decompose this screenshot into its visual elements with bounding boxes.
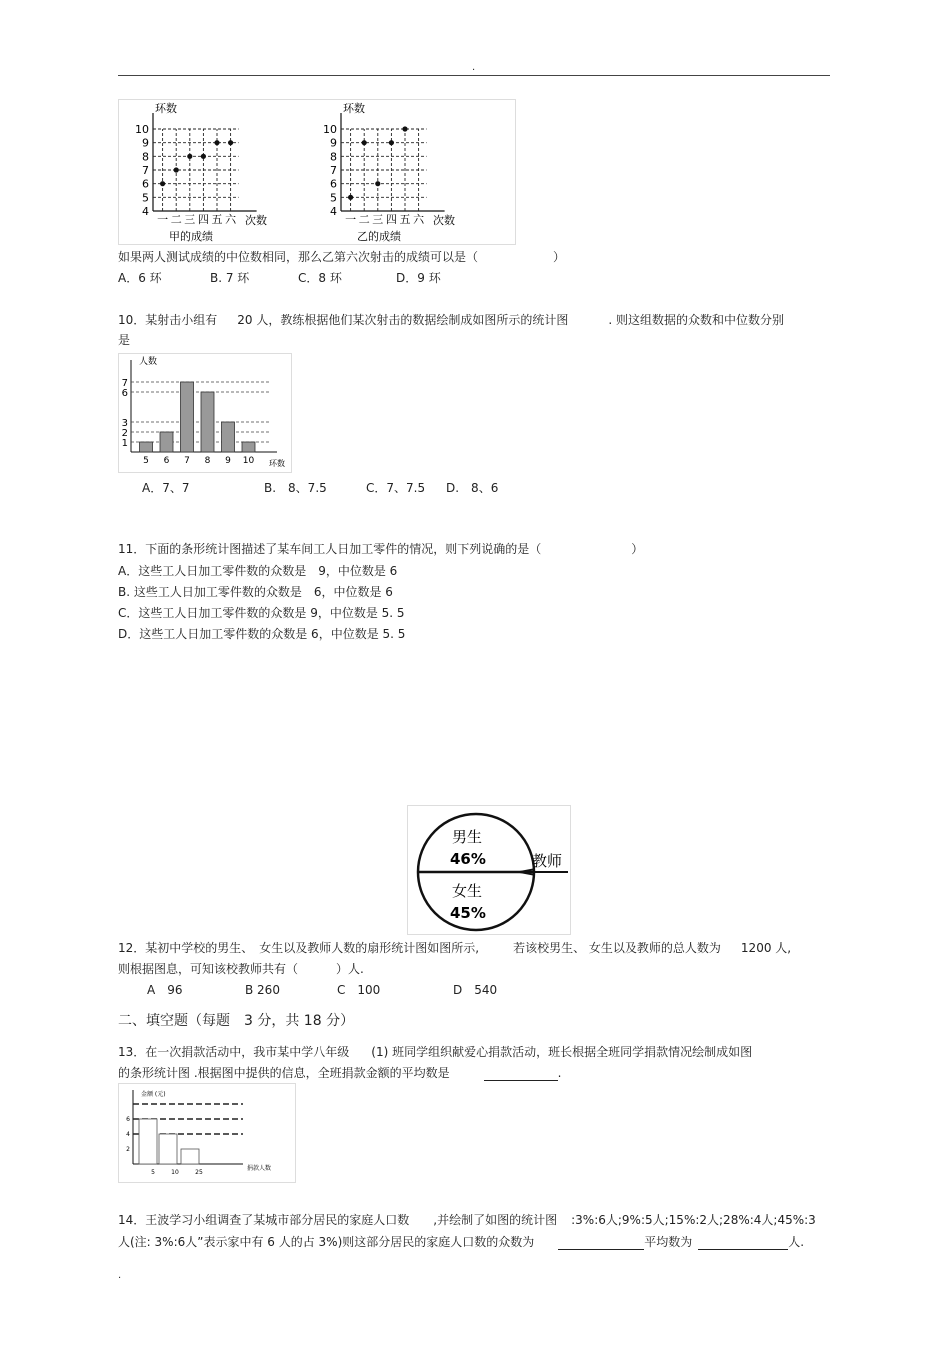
q10-stem-a: 10．某射击小组有 <box>118 313 218 327</box>
q10-stem-b: 20 人，教练根据他们某次射击的数据绘制成如图所示的统计图 <box>237 313 569 327</box>
q11-option-d: D．这些工人日加工零件数的众数是 6，中位数是 5. 5 <box>118 627 406 641</box>
q9b-xtick-0: 一 <box>345 213 357 226</box>
yi-scatter-chart <box>319 100 509 244</box>
q10-option-c: C．7、7.5 <box>366 481 426 495</box>
q14-mean-blank[interactable] <box>698 1238 788 1250</box>
q13-xtick-10: 10 <box>171 1169 179 1176</box>
q9-option-b: B. 7 环 <box>210 271 250 285</box>
q11-option-c: C．这些工人日加工零件数的众数是 9，中位数是 5. 5 <box>118 606 405 620</box>
q10-stem-d: 是 <box>118 333 131 347</box>
q13-ytick-4: 4 <box>126 1131 130 1138</box>
q10-option-b: B. 8、7.5 <box>264 481 327 495</box>
pie-boys-label: 男生 <box>452 828 483 846</box>
q13-bar-5 <box>139 1119 157 1164</box>
q9a-ytick-5: 5 <box>142 191 149 205</box>
q9a-point-0 <box>160 181 165 186</box>
q9b-xtick-1: 二 <box>358 213 370 226</box>
q9a-xtick-0: 一 <box>157 213 169 226</box>
q9b-point-3 <box>389 140 394 145</box>
pie-boys-pct: 46% <box>450 850 486 868</box>
q12-stem-b: 若该校男生、 女生以及教师的总人数为 <box>513 941 721 955</box>
q9b-point-4 <box>402 126 407 131</box>
q10-xtick-7: 7 <box>184 456 190 466</box>
q13-stem-end: . <box>557 1066 562 1080</box>
q13-ytick-6: 6 <box>126 1116 130 1123</box>
q12-option-a: A 96 <box>147 983 183 997</box>
q10-xtick-9: 9 <box>225 456 231 466</box>
q14-stem-c: :3%:6人;9%:5人;15%:2人;28%:4人;45%:3 <box>571 1213 816 1227</box>
q10-xtick-5: 5 <box>143 456 149 466</box>
q13-stem-a: 13．在一次捐款活动中，我市某中学八年级 <box>118 1045 350 1059</box>
q13-answer-blank[interactable] <box>484 1069 558 1081</box>
q9-options <box>118 269 441 286</box>
q9b-point-0 <box>348 195 353 200</box>
q10-xlabel: 环数 <box>269 459 285 468</box>
q9b-ytick-7: 7 <box>330 164 337 177</box>
q14-stem-e: 平均数为 <box>644 1235 693 1249</box>
q9a-xtick-3: 四 <box>197 213 209 226</box>
q9-option-a: A．6 环 <box>118 271 162 285</box>
q13-figure <box>118 1083 296 1183</box>
q9a-point-4 <box>214 140 219 145</box>
q12-figure <box>407 805 571 935</box>
q12-option-d: D 540 <box>453 983 498 997</box>
q10-bar-8 <box>201 392 214 452</box>
q9a-point-2 <box>187 154 192 159</box>
q10-ylabel: 人数 <box>139 357 158 367</box>
q9-option-d: D．9 环 <box>396 271 441 285</box>
q14-mode-blank[interactable] <box>558 1238 644 1250</box>
q11-stem-text: 11．下面的条形统计图描述了某车间工人日加工零件的情况，则下列说确的是（ <box>118 542 542 556</box>
q14-stem-a: 14．王波学习小组调查了某城市部分居民的家庭人口数 <box>118 1213 410 1227</box>
q12-pie-chart <box>408 806 570 934</box>
q9b-ytick-9: 9 <box>330 136 337 150</box>
q12-options <box>147 981 497 998</box>
q9b-point-1 <box>362 140 367 145</box>
q11-option-b: B. 这些工人日加工零件数的众数是 6，中位数是 6 <box>118 585 393 599</box>
q10-option-a: A．7、7 <box>142 481 190 495</box>
q12-stem-a: 12．某初中学校的男生、 女生以及教师人数的扇形统计图如图所示, <box>118 941 480 955</box>
q9b-xtick-3: 四 <box>385 213 397 226</box>
q13-stem-line1 <box>118 1043 752 1060</box>
q9b-xtick-2: 三 <box>372 213 384 226</box>
q9a-ytick-8: 8 <box>142 150 149 164</box>
q14-stem-b: ,并绘制了如图的统计图 <box>433 1213 558 1227</box>
section-2-heading: 二、填空题（每题 3 分，共 18 分） <box>118 1013 355 1029</box>
q9a-ytick-9: 9 <box>142 136 149 150</box>
q13-xlabel: 捐款人数 <box>247 1165 272 1172</box>
q9b-ytick-5: 5 <box>330 191 337 205</box>
q13-stem-line2 <box>118 1064 561 1081</box>
pie-girls-pct: 45% <box>450 904 486 922</box>
q10-stem-c: . 则这组数据的众数和中位数分别 <box>608 313 785 327</box>
q9b-xtick-4: 五 <box>399 213 411 226</box>
q11-stem <box>118 540 643 557</box>
q14-stem-line1 <box>118 1211 816 1228</box>
q9b-ytick-10: 10 <box>323 123 337 136</box>
q10-xtick-6: 6 <box>163 456 170 466</box>
q9b-xtick-5: 六 <box>413 213 425 226</box>
q14-stem-d: 人(注: 3%:6人”表示家中有 6 人的占 3%)则这部分居民的家庭人口数的众数为 <box>118 1235 535 1249</box>
q9a-ytick-7: 7 <box>142 164 149 177</box>
q12-stem-c: 1200 人, <box>740 941 792 955</box>
q9a-xtick-1: 二 <box>170 213 182 226</box>
header-dot: . <box>472 62 476 73</box>
q9a-xtick-2: 三 <box>184 213 196 226</box>
q9a-caption: 甲的成绩 <box>169 230 213 243</box>
q13-xtick-5: 5 <box>151 1169 155 1176</box>
q9a-point-1 <box>174 167 179 172</box>
q12-stem-line2 <box>118 960 364 977</box>
q13-bar-chart <box>119 1084 295 1182</box>
q9a-ytick-4: 4 <box>142 205 149 218</box>
q9a-point-3 <box>201 154 206 159</box>
pie-girls-label: 女生 <box>452 882 483 900</box>
pie-teacher-label: 教师 <box>532 852 563 870</box>
q12-stem-line1 <box>118 939 791 956</box>
q13-ylabel: 金额 (元) <box>141 1091 166 1098</box>
q10-bar-6 <box>160 432 173 452</box>
jia-scatter-chart <box>121 100 311 244</box>
q10-xtick-8: 8 <box>204 456 211 466</box>
q12-stem-d: 则根据图息，可知该校教师共有（ <box>118 962 299 976</box>
q9a-ytick-6: 6 <box>142 177 149 191</box>
q10-option-d: D. 8、6 <box>446 481 499 495</box>
q10-xtick-10: 10 <box>242 456 255 466</box>
q10-bar-5 <box>140 442 153 452</box>
q13-bar-10 <box>159 1134 177 1164</box>
q9-stem <box>118 248 565 265</box>
q9a-point-5 <box>228 140 233 145</box>
q13-stem-c: 的条形统计图 .根据图中提供的信息，全班捐款金额的平均数是 <box>118 1066 450 1080</box>
q10-bar-10 <box>242 442 255 452</box>
q12-option-b: B 260 <box>245 983 280 997</box>
q9-figure <box>118 99 516 245</box>
q10-bar-chart <box>119 354 291 472</box>
q12-option-c: C 100 <box>337 983 381 997</box>
q11-option-a: A．这些工人日加工零件数的众数是 9，中位数是 6 <box>118 564 398 578</box>
q10-ytick-3: 3 <box>121 418 128 429</box>
q9b-ylabel: 环数 <box>343 102 365 115</box>
q9b-xlabel: 次数 <box>433 214 455 227</box>
q9b-ytick-6: 6 <box>330 177 337 191</box>
q9-stem-text: 如果两人测试成绩的中位数相同，那么乙第六次射击的成绩可以是（ <box>118 250 479 264</box>
header-rule <box>118 75 830 76</box>
q11-close: ） <box>631 542 644 556</box>
q9b-caption: 乙的成绩 <box>357 230 401 243</box>
q13-ytick-2: 2 <box>126 1146 130 1153</box>
q9b-point-2 <box>375 181 380 186</box>
q9-close: ） <box>553 250 566 264</box>
q9b-ytick-4: 4 <box>330 205 337 218</box>
q10-ytick-2: 2 <box>121 428 128 439</box>
q9a-ytick-10: 10 <box>135 123 149 136</box>
q9a-xtick-5: 六 <box>225 213 237 226</box>
q9a-xtick-4: 五 <box>211 213 223 226</box>
q10-stem-line1 <box>118 311 784 328</box>
q13-bar-25 <box>181 1149 199 1164</box>
q9-option-c: C．8 环 <box>298 271 342 285</box>
q10-ytick-1: 1 <box>121 438 128 449</box>
q9b-ytick-8: 8 <box>330 150 337 164</box>
q14-stem-end: 人. <box>788 1235 805 1249</box>
q10-options <box>142 479 498 496</box>
q9a-xlabel: 次数 <box>245 214 267 227</box>
q10-ytick-7: 7 <box>121 378 128 389</box>
q13-xtick-25: 25 <box>195 1169 203 1176</box>
q10-ytick-6: 6 <box>121 388 128 399</box>
q10-figure <box>118 353 292 473</box>
q12-stem-e: ）人. <box>336 962 364 976</box>
footer-dot: . <box>118 1270 122 1281</box>
q10-bar-9 <box>222 422 235 452</box>
q9a-ylabel: 环数 <box>155 102 177 115</box>
q10-bar-7 <box>181 382 194 452</box>
q13-stem-b: (1) 班同学组织献爱心捐款活动，班长根据全班同学捐款情况绘制成如图 <box>371 1045 753 1059</box>
q14-stem-line2 <box>118 1233 804 1250</box>
